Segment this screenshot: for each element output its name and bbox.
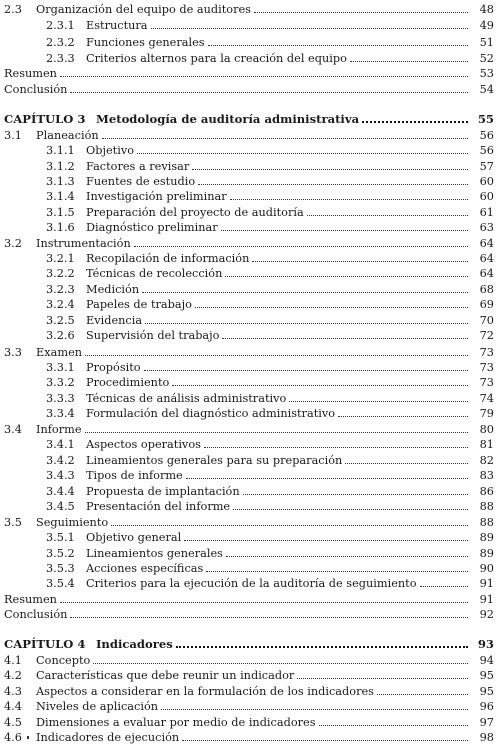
toc-entry-number: 2.3.3 <box>46 52 75 65</box>
dot-leader <box>137 153 468 154</box>
toc-entry-title: Criterios alternos para la creación del equipo <box>86 52 347 65</box>
toc-entry <box>0 389 496 405</box>
dot-leader <box>222 338 468 339</box>
dot-leader <box>208 45 468 46</box>
dot-leader <box>195 307 468 308</box>
toc-entry <box>0 141 496 157</box>
toc-entry-number: 4.1 <box>4 654 22 667</box>
dot-leader <box>192 169 468 170</box>
dot-leader <box>93 663 468 664</box>
toc-entry-number: 4.5 <box>4 716 22 729</box>
toc-page-number: 91 <box>479 593 494 606</box>
toc-entry-number: 3.2.4 <box>46 298 75 311</box>
toc-entry <box>0 80 496 96</box>
toc-entry-number: 3.5.2 <box>46 547 75 560</box>
dot-leader <box>176 646 468 648</box>
toc-entry-title: Funciones generales <box>86 36 205 49</box>
toc-entry <box>0 728 496 744</box>
ink-mark <box>27 736 29 739</box>
dot-leader <box>233 509 468 510</box>
dot-leader <box>134 246 468 247</box>
dot-leader <box>338 416 468 417</box>
toc-entry <box>0 435 496 451</box>
toc-page-number: 70 <box>479 314 494 327</box>
toc-page-number: 53 <box>479 67 494 80</box>
dot-leader <box>377 694 468 695</box>
toc-entry-number: 3.3.1 <box>46 361 75 374</box>
toc-entry-number: 3.5.1 <box>46 531 75 544</box>
toc-chapter-entry <box>0 110 496 126</box>
toc-entry-number: 3.3.3 <box>46 392 75 405</box>
toc-entry-title: Instrumentación <box>36 237 131 250</box>
toc-entry <box>0 234 496 250</box>
toc-entry <box>0 544 496 560</box>
toc-page-number: 89 <box>479 531 494 544</box>
toc-entry-title: Seguimiento <box>36 516 109 529</box>
dot-leader <box>230 199 468 200</box>
toc-entry-title: Informe <box>36 423 82 436</box>
toc-page-number: 73 <box>479 346 494 359</box>
toc-entry-number: 3.1.6 <box>46 221 75 234</box>
toc-entry <box>0 0 496 16</box>
toc-entry-title: Lineamientos generales para su preparación <box>86 454 343 467</box>
toc-entry <box>0 49 496 65</box>
toc-page-number: 95 <box>479 685 494 698</box>
toc-page-number: 64 <box>479 252 494 265</box>
toc-page-number: 97 <box>479 716 494 729</box>
dot-leader <box>345 463 468 464</box>
dot-leader <box>225 276 468 277</box>
toc-entry <box>0 528 496 544</box>
toc-entry-number: 3.4.2 <box>46 454 75 467</box>
toc-entry <box>0 203 496 219</box>
toc-page-number: 63 <box>479 221 494 234</box>
toc-entry-title: Lineamientos generales <box>86 547 223 560</box>
toc-entry-number: 4.3 <box>4 685 22 698</box>
toc-entry-number: 3.3 <box>4 346 22 359</box>
toc-page-number: 92 <box>479 608 494 621</box>
toc-entry-title: Planeación <box>36 129 99 142</box>
toc-entry-number: 3.2.6 <box>46 329 75 342</box>
toc-entry-title: Estructura <box>86 19 148 32</box>
toc-page-number: 82 <box>479 454 494 467</box>
toc-entry-title: Dimensiones a evaluar por medio de indicadores <box>36 716 316 729</box>
toc-entry-number: CAPÍTULO 3 <box>4 112 86 126</box>
toc-entry <box>0 466 496 482</box>
toc-entry <box>0 713 496 729</box>
toc-entry-number: 3.2.2 <box>46 267 75 280</box>
toc-entry <box>0 358 496 374</box>
toc-entry-number: 3.1.1 <box>46 144 75 157</box>
toc-page-number: 56 <box>479 129 494 142</box>
dot-leader <box>198 184 468 185</box>
toc-entry <box>0 513 496 529</box>
toc-entry-number: 3.4.4 <box>46 485 75 498</box>
toc-entry <box>0 651 496 667</box>
dot-leader <box>307 215 468 216</box>
dot-leader <box>70 92 468 93</box>
dot-leader <box>243 494 468 495</box>
toc-page-number: 73 <box>479 376 494 389</box>
toc-entry <box>0 482 496 498</box>
toc-page-number: 48 <box>479 3 494 16</box>
toc-entry <box>0 574 496 590</box>
toc-entry <box>0 218 496 234</box>
toc-entry-title: Preparación del proyecto de auditoría <box>86 206 304 219</box>
toc-entry-title: Papeles de trabajo <box>86 298 192 311</box>
toc-page-number: 60 <box>479 190 494 203</box>
toc-entry-number: 2.3 <box>4 3 22 16</box>
dot-leader <box>142 292 468 293</box>
toc-entry <box>0 559 496 575</box>
toc-entry-number: 4.4 <box>4 700 22 713</box>
toc-entry <box>0 187 496 203</box>
toc-page-number: 83 <box>479 469 494 482</box>
dot-leader <box>252 261 468 262</box>
dot-leader <box>204 447 468 448</box>
toc-entry-title: Resumen <box>4 67 57 80</box>
dot-leader <box>362 121 468 123</box>
toc-page-number: 73 <box>479 361 494 374</box>
dot-leader <box>102 138 468 139</box>
toc-entry-number: 3.1.2 <box>46 160 75 173</box>
toc-page-number: 98 <box>479 731 494 744</box>
toc-entry-title: Propuesta de implantación <box>86 485 240 498</box>
toc-entry <box>0 33 496 49</box>
dot-leader <box>319 725 468 726</box>
dot-leader <box>254 12 468 13</box>
toc-entry <box>0 264 496 280</box>
toc-page-number: 68 <box>479 283 494 296</box>
toc-entry-title: Formulación del diagnóstico administrativo <box>86 407 336 420</box>
toc-entry-number: 3.3.2 <box>46 376 75 389</box>
dot-leader <box>70 617 468 618</box>
toc-entry <box>0 64 496 80</box>
toc-entry <box>0 295 496 311</box>
toc-entry <box>0 280 496 296</box>
dot-leader <box>145 323 468 324</box>
toc-page-number: 90 <box>479 562 494 575</box>
toc-entry <box>0 451 496 467</box>
dot-leader <box>226 556 468 557</box>
toc-entry-title: Conclusión <box>4 608 68 621</box>
dot-leader <box>172 385 468 386</box>
toc-entry <box>0 311 496 327</box>
toc-page-number: 60 <box>479 175 494 188</box>
toc-entry-title: Aspectos a considerar en la formulación de los indicadores <box>36 685 374 698</box>
dot-leader <box>144 370 468 371</box>
toc-entry <box>0 404 496 420</box>
toc-entry-number: 2.3.2 <box>46 36 75 49</box>
toc-entry <box>0 172 496 188</box>
toc-entry <box>0 697 496 713</box>
toc-entry-number: 3.1.3 <box>46 175 75 188</box>
toc-page-number: 94 <box>479 654 494 667</box>
toc-page-number: 64 <box>479 267 494 280</box>
toc-entry-title: Criterios para la ejecución de la auditoría de seguimiento <box>86 577 417 590</box>
dot-leader <box>60 76 468 77</box>
dot-leader <box>350 61 468 62</box>
dot-leader <box>186 478 468 479</box>
toc-page-number: 86 <box>479 485 494 498</box>
dot-leader <box>182 740 468 741</box>
toc-entry-title: Diagnóstico preliminar <box>86 221 218 234</box>
dot-leader <box>420 586 468 587</box>
dot-leader <box>85 432 468 433</box>
toc-entry-title: Presentación del informe <box>86 500 231 513</box>
toc-entry-number: 3.2 <box>4 237 22 250</box>
toc-entry <box>0 590 496 606</box>
toc-entry <box>0 326 496 342</box>
dot-leader <box>60 602 468 603</box>
toc-page-number: 88 <box>479 516 494 529</box>
toc-page-number: 69 <box>479 298 494 311</box>
toc-entry-title: Investigación preliminar <box>86 190 227 203</box>
toc-entry-title: Técnicas de análisis administrativo <box>86 392 287 405</box>
toc-entry-number: 3.4 <box>4 423 22 436</box>
toc-entry-title: Organización del equipo de auditores <box>36 3 251 16</box>
dot-leader <box>184 540 468 541</box>
toc-entry-title: Procedimiento <box>86 376 170 389</box>
toc-entry-number: 3.5.4 <box>46 577 75 590</box>
toc-entry-number: CAPÍTULO 4 <box>4 637 86 651</box>
toc-entry-title: Medición <box>86 283 140 296</box>
dot-leader <box>221 230 468 231</box>
toc-page-number: 93 <box>477 637 494 651</box>
toc-entry-title: Tipos de informe <box>86 469 183 482</box>
toc-entry-number: 3.5.3 <box>46 562 75 575</box>
toc-page-number: 88 <box>479 500 494 513</box>
toc-entry-number: 3.2.3 <box>46 283 75 296</box>
toc-entry-title: Técnicas de recolección <box>86 267 223 280</box>
dot-leader <box>289 401 468 402</box>
toc-entry-title: Evidencia <box>86 314 143 327</box>
toc-entry-number: 3.1.5 <box>46 206 75 219</box>
toc-entry-number: 3.5 <box>4 516 22 529</box>
toc-page-number: 49 <box>479 19 494 32</box>
toc-page-number: 57 <box>479 160 494 173</box>
toc-entry-title: Niveles de aplicación <box>36 700 159 713</box>
toc-entry-title: Concepto <box>36 654 91 667</box>
toc-entry-number: 2.3.1 <box>46 19 75 32</box>
toc-entry-number: 3.2.5 <box>46 314 75 327</box>
toc-entry <box>0 420 496 436</box>
toc-entry <box>0 373 496 389</box>
toc-entry-title: Propósito <box>86 361 141 374</box>
toc-page-number: 95 <box>479 669 494 682</box>
toc-entry-title: Indicadores <box>96 637 173 651</box>
toc-entry <box>0 16 496 32</box>
toc-page-number: 72 <box>479 329 494 342</box>
toc-page-number: 52 <box>479 52 494 65</box>
toc-entry <box>0 682 496 698</box>
dot-leader <box>111 525 468 526</box>
toc-entry-title: Resumen <box>4 593 57 606</box>
toc-page-number: 55 <box>477 112 494 126</box>
toc-page-number: 56 <box>479 144 494 157</box>
toc-page-number: 91 <box>479 577 494 590</box>
toc-entry-title: Objetivo general <box>86 531 182 544</box>
toc-page-number: 61 <box>479 206 494 219</box>
toc-entry-number: 3.4.5 <box>46 500 75 513</box>
toc-entry-number: 3.3.4 <box>46 407 75 420</box>
toc-entry-title: Indicadores de ejecución <box>36 731 180 744</box>
toc-entry-number: 3.1 <box>4 129 22 142</box>
toc-entry-title: Objetivo <box>86 144 135 157</box>
toc-page-number: 89 <box>479 547 494 560</box>
toc-entry-title: Fuentes de estudio <box>86 175 196 188</box>
toc-page-number: 74 <box>479 392 494 405</box>
dot-leader <box>297 678 468 679</box>
toc-page-number: 80 <box>479 423 494 436</box>
toc-entry-title: Recopilación de información <box>86 252 250 265</box>
toc-entry-title: Acciones específicas <box>86 562 204 575</box>
toc-entry-title: Factores a revisar <box>86 160 190 173</box>
toc-entry <box>0 249 496 265</box>
toc-entry <box>0 666 496 682</box>
toc-entry <box>0 343 496 359</box>
toc-entry-title: Examen <box>36 346 83 359</box>
toc-chapter-entry <box>0 635 496 651</box>
toc-entry-number: 3.2.1 <box>46 252 75 265</box>
toc-entry <box>0 157 496 173</box>
toc-page-number: 81 <box>479 438 494 451</box>
toc-entry-title: Conclusión <box>4 83 68 96</box>
toc-page-number: 79 <box>479 407 494 420</box>
toc-entry <box>0 497 496 513</box>
dot-leader <box>85 355 468 356</box>
toc-entry-title: Metodología de auditoría administrativa <box>96 112 360 126</box>
toc-entry <box>0 126 496 142</box>
toc-page-number: 51 <box>479 36 494 49</box>
toc-entry-number: 3.4.3 <box>46 469 75 482</box>
dot-leader <box>161 709 468 710</box>
toc-entry <box>0 605 496 621</box>
toc-page-number: 96 <box>479 700 494 713</box>
toc-page-number: 64 <box>479 237 494 250</box>
toc-entry-number: 4.6 <box>4 731 22 744</box>
toc-entry-title: Características que debe reunir un indicador <box>36 669 295 682</box>
toc-entry-number: 4.2 <box>4 669 22 682</box>
toc-entry-title: Aspectos operativos <box>86 438 201 451</box>
toc-page-number: 54 <box>479 83 494 96</box>
dot-leader <box>206 571 468 572</box>
toc-entry-number: 3.4.1 <box>46 438 75 451</box>
toc-entry-title: Supervisión del trabajo <box>86 329 220 342</box>
dot-leader <box>151 28 468 29</box>
toc-entry-number: 3.1.4 <box>46 190 75 203</box>
